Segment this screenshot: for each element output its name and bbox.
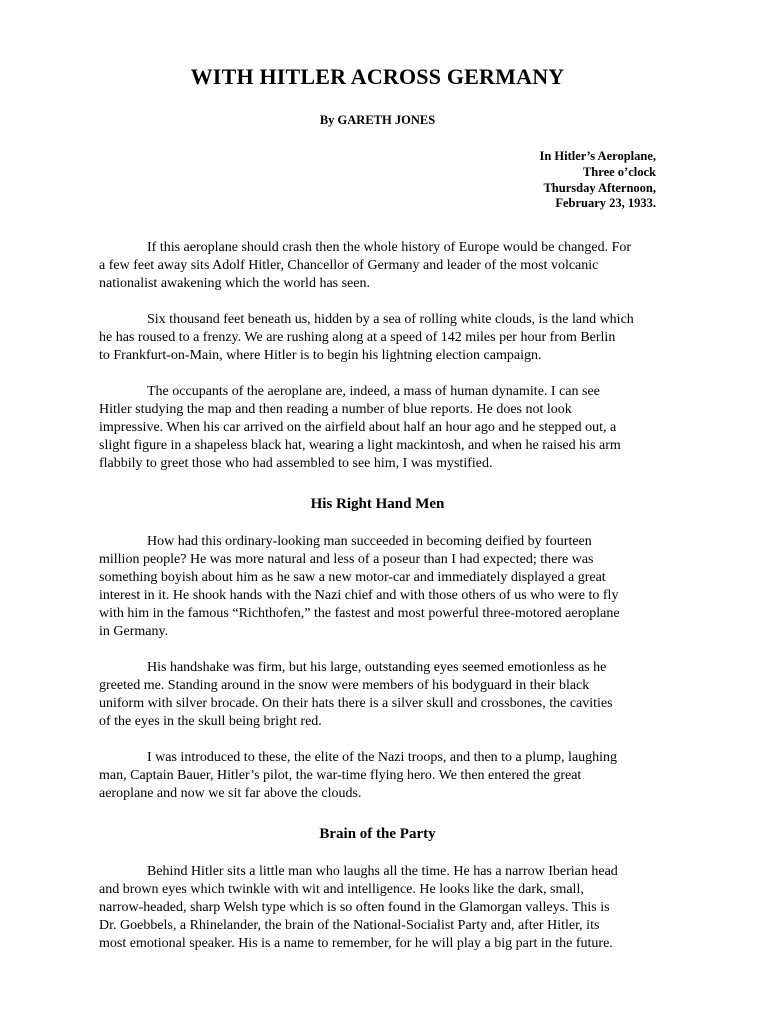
section-heading: Brain of the Party — [319, 826, 436, 843]
paragraph: His handshake was firm, but his large, outstanding eyes seemed emotionless as he greeted me. Standing around in the snow were members of his bodyguard in their black uniform with silver brocade. On their hats there is a silver skull and crossbones, the cavities of the eyes in the skull being bright red. — [99, 660, 613, 730]
dateline-line: Thursday Afternoon, — [543, 180, 656, 195]
paragraph: If this aeroplane should crash then the whole history of Europe would be changed. For a few feet away sits Adolf Hitler, Chancellor of Germany and leader of the most volcanic nationalist awakening which the world has seen. — [99, 240, 632, 292]
paragraph: I was introduced to these, the elite of the Nazi troops, and then to a plump, laughing man, Captain Bauer, Hitler’s pilot, the war-time flying hero. We then entered the great aeroplane and now we sit far above the clouds. — [99, 750, 618, 802]
paragraph: How had this ordinary-looking man succeeded in becoming deified by fourteen million people? He was more natural and less of a poseur than I had expected; there was something boyish about him as he saw a new motor-car and immediately displayed a great interest in it. He shook hands with the Nazi chief and with those others of us who were to fly with him in the famous “Richthofen,” the fastest and most powerful three-motored aeroplane in Germany. — [99, 534, 620, 640]
dateline-line: Three o’clock — [582, 164, 656, 179]
paragraph: Behind Hitler sits a little man who laughs all the time. He has a narrow Iberian head and brown eyes which twinkle with wit and intelligence. He looks like the dark, small, narrow-headed, sharp Welsh type which is so often found in the Glamorgan valleys. This is Dr. Goebbels, a Rhinelander, the brain of the National-Socialist Party and, after Hitler, its most emotional speaker. His is a name to remember, for he will play a big part in the future. — [99, 864, 618, 952]
dateline — [99, 149, 656, 212]
dateline-line: February 23, 1933. — [555, 196, 656, 211]
article-title: WITH HITLER ACROSS GERMANY — [190, 64, 565, 89]
dateline-line: In Hitler’s Aeroplane, — [539, 149, 656, 163]
byline: By GARETH JONES — [319, 113, 436, 127]
paragraph: Six thousand feet beneath us, hidden by a sea of rolling white clouds, is the land which he has roused to a frenzy. We are rushing along at a speed of 142 miles per hour from Berlin to Frankfurt-on-Main, where Hitler is to begin his lightning election campaign. — [99, 312, 634, 364]
paragraph: The occupants of the aeroplane are, indeed, a mass of human dynamite. I can see Hitler studying the map and then reading a number of blue reports. He does not look impressive. When his car arrived on the airfield about half an hour ago and he stepped out, a slight figure in a shapeless black hat, wearing a light mackintosh, and when he raised his arm flabbily to greet those who had assembled to see him, I was mystified. — [99, 384, 621, 472]
section-heading: His Right Hand Men — [310, 496, 445, 513]
